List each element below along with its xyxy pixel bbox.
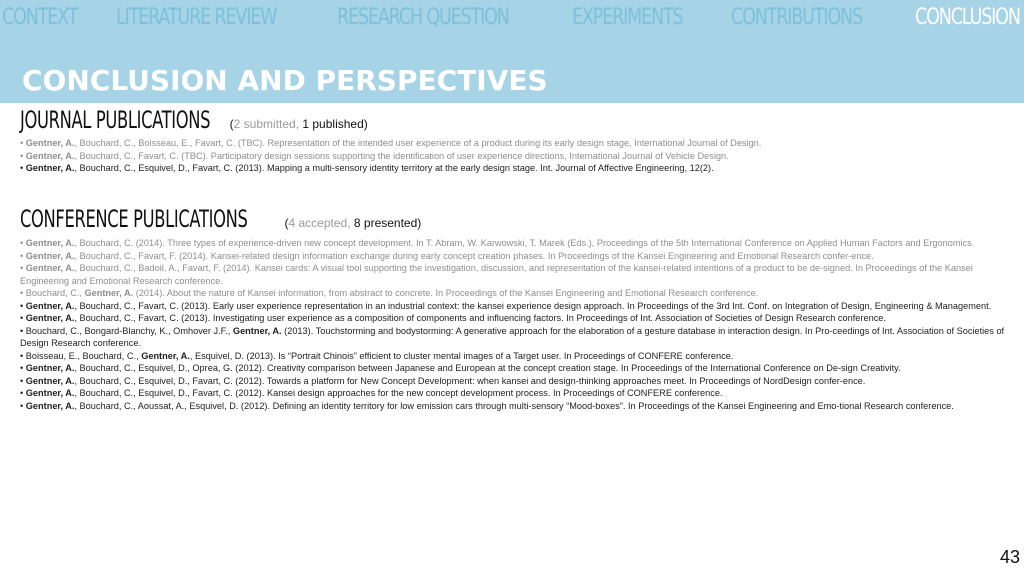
journal-heading bbox=[20, 106, 368, 134]
reference-text: , Bouchard, C., Favart, C. (2013). Early user experience representation in an industrial context: the kansei experience design approach. In Proceedings of the 3rd Int. Conf. on Integration of Design, Engineering & Management. bbox=[74, 300, 992, 311]
reference-author-highlight: Gentner, A. bbox=[25, 400, 75, 411]
conference-heading-note bbox=[285, 216, 422, 230]
reference-text: , Bouchard, C., Esquivel, D., Favart, C. (2012). Kansei design approaches for the new concept development process. In Proceedings of CONFERE conference. bbox=[74, 388, 723, 398]
reference-text: , Esquivel, D. (2013). Is “Portrait Chinois” efficient to cluster mental images of a Target user. In Proceedings of CONFERE conference. bbox=[189, 350, 734, 361]
journal-note-submitted: 2 submitted, bbox=[233, 117, 303, 131]
conference-note-open: ( bbox=[284, 216, 289, 230]
conference-note-accepted: 4 accepted, bbox=[288, 216, 354, 230]
reference-item bbox=[20, 262, 1005, 287]
reference-prefix: • Bouchard, C., bbox=[20, 288, 85, 298]
reference-item bbox=[20, 387, 1005, 400]
reference-text: , Bouchard, C., Esquivel, D., Oprea, G. (2012). Creativity comparison between Japanese and European at the concept creation stage. In Proceedings of the International Conference on De-sign Creativity. bbox=[74, 363, 901, 373]
reference-author-highlight: Gentner, A. bbox=[141, 350, 190, 361]
reference-item bbox=[20, 325, 1005, 350]
reference-item bbox=[20, 350, 1005, 363]
reference-item bbox=[20, 362, 1005, 375]
reference-prefix: • bbox=[20, 313, 26, 323]
reference-item bbox=[20, 312, 1005, 325]
reference-author-highlight: Gentner, A. bbox=[25, 363, 75, 373]
slide-title: CONCLUSION AND PERSPECTIVES bbox=[22, 64, 548, 97]
reference-author-highlight: Gentner, A. bbox=[25, 250, 75, 261]
reference-prefix: • bbox=[20, 263, 26, 273]
nav-item-literature-review[interactable]: LITERATURE REVIEW bbox=[116, 4, 277, 30]
reference-text: , Bouchard, C., Esquivel, D., Favart, C. (2013). Mapping a multi-sensory identity territory at the early design stage. Int. Journal of Affective Engineering, 12(2). bbox=[74, 163, 714, 173]
reference-author-highlight: Gentner, A. bbox=[25, 238, 75, 248]
reference-prefix: • Boisseau, E., Bouchard, C., bbox=[20, 350, 142, 361]
journal-note-open: ( bbox=[229, 117, 234, 131]
nav-item-experiments[interactable]: EXPERIMENTS bbox=[572, 4, 683, 30]
reference-item bbox=[20, 287, 1005, 300]
conference-reference-list bbox=[20, 237, 1005, 412]
reference-item bbox=[20, 162, 1005, 175]
reference-author-highlight: Gentner, A. bbox=[25, 150, 75, 161]
reference-prefix: • bbox=[20, 375, 26, 386]
reference-author-highlight: Gentner, A. bbox=[232, 325, 282, 336]
reference-text: , Bouchard, C., Badoil, A., Favart, F. (2014). Kansei cards: A visual tool supporting the investigation, discussion, and representation of the kansei-related intentions of a product to be de-signed. In Proceedings of the Kansei Engineering and Emotional Research conference. bbox=[20, 263, 973, 286]
nav-item-context[interactable]: CONTEXT bbox=[2, 4, 78, 30]
reference-author-highlight: Gentner, A. bbox=[25, 138, 75, 148]
reference-text: , Bouchard, C., Boisseau, E., Favart, C. (TBC). Representation of the intended user experience of a product during its early design stage, International Journal of Design. bbox=[74, 138, 762, 148]
reference-item bbox=[20, 300, 1005, 313]
reference-author-highlight: Gentner, A. bbox=[25, 375, 75, 386]
reference-author-highlight: Gentner, A. bbox=[25, 263, 75, 273]
journal-heading-label: JOURNAL PUBLICATIONS bbox=[20, 106, 211, 134]
reference-author-highlight: Gentner, A. bbox=[25, 300, 75, 311]
reference-prefix: • bbox=[20, 138, 26, 148]
reference-item bbox=[20, 250, 1005, 263]
reference-prefix: • bbox=[20, 238, 26, 248]
reference-prefix: • bbox=[20, 388, 26, 398]
journal-note-published: 1 published) bbox=[302, 117, 368, 131]
reference-text: , Bouchard, C., Aoussat, A., Esquivel, D. (2012). Defining an identity territory for low emission cars through multi-sensory “Mood-boxes”. In Proceedings of the Kansei Engineering and Emo-tional Research conference. bbox=[74, 400, 954, 411]
reference-item bbox=[20, 150, 1005, 163]
reference-author-highlight: Gentner, A. bbox=[25, 388, 75, 398]
journal-reference-list bbox=[20, 137, 1005, 175]
reference-item bbox=[20, 137, 1005, 150]
conference-heading-label: CONFERENCE PUBLICATIONS bbox=[20, 205, 248, 233]
reference-text: (2014). About the nature of Kansei information, from abstract to concrete. In Proceedings of the Kansei Engineering and Emotional Research conference. bbox=[133, 288, 759, 298]
reference-item bbox=[20, 400, 1005, 413]
reference-item bbox=[20, 237, 1005, 250]
reference-author-highlight: Gentner, A. bbox=[25, 163, 75, 173]
reference-prefix: • bbox=[20, 250, 26, 261]
reference-text: , Bouchard, C. (2014). Three types of experience-driven new concept development. In T. Abram, W. Karwowski, T. Marek (Eds.), Proceedings of the 5th International Conference on Applied Human Factors and Ergonomics. bbox=[74, 238, 975, 248]
reference-text: , Bouchard, C., Favart, C. (2013). Investigating user experience as a composition of components and influencing factors. In Proceedings of Int. Association of Societies of Design Research conference. bbox=[74, 313, 886, 323]
reference-prefix: • bbox=[20, 300, 26, 311]
conference-heading bbox=[20, 205, 421, 233]
reference-item bbox=[20, 375, 1005, 388]
conference-note-presented: 8 presented) bbox=[353, 216, 422, 230]
reference-prefix: • bbox=[20, 400, 26, 411]
reference-text: , Bouchard, C., Esquivel, D., Favart, C. (2012). Towards a platform for New Concept Development: when kansei and design-thinking approaches meet. In Proceedings of NordDesign confer-ence. bbox=[74, 375, 866, 386]
reference-author-highlight: Gentner, A. bbox=[25, 313, 75, 323]
reference-text: , Bouchard, C., Favart, F. (2014). Kansei-related design information exchange during early concept creation phases. In Proceedings of the Kansei Engineering and Emotional Research confer-ence. bbox=[74, 250, 874, 261]
nav-item-research-question[interactable]: RESEARCH QUESTION bbox=[337, 4, 510, 30]
page-number: 43 bbox=[999, 547, 1020, 567]
reference-prefix: • bbox=[20, 163, 26, 173]
journal-heading-note bbox=[230, 117, 368, 131]
reference-text: , Bouchard, C., Favart, C. (TBC). Participatory design sessions supporting the identification of user experience directions, International Journal of Vehicle Design. bbox=[74, 150, 729, 161]
reference-prefix: • bbox=[20, 150, 26, 161]
reference-prefix: • Bouchard, C., Bongard-Blanchy, K., Omhover J.F., bbox=[20, 325, 233, 336]
reference-author-highlight: Gentner, A. bbox=[84, 288, 134, 298]
reference-text: (2013). Touchstorming and bodystorming: A generative approach for the elaboration of a gesture database in interaction design. In Pro-ceedings of Int. Association of Societies of Design Research conference. bbox=[20, 325, 1005, 348]
section-nav bbox=[0, 0, 1024, 34]
nav-item-contributions[interactable]: CONTRIBUTIONS bbox=[730, 4, 862, 30]
nav-item-conclusion[interactable]: CONCLUSION bbox=[914, 4, 1020, 30]
reference-prefix: • bbox=[20, 363, 26, 373]
